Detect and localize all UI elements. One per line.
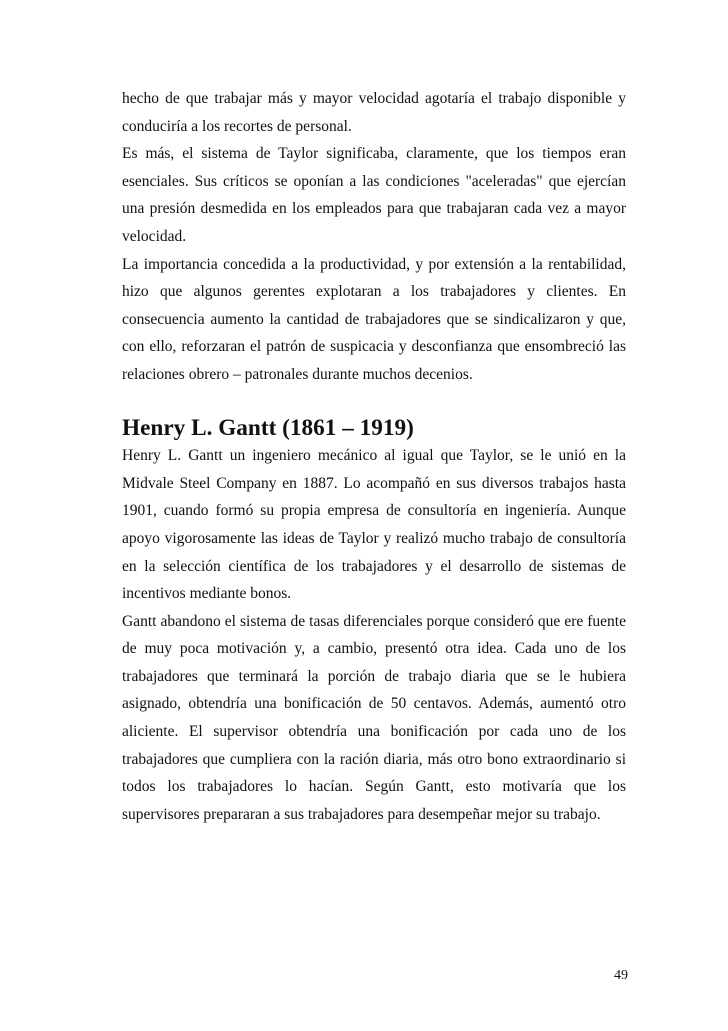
- paragraph-gantt-bonus-system: Gantt abandono el sistema de tasas diferenciales porque consideró que ere fuente de muy poca motivación y, a cambio, presentó otra idea. Cada uno de los trabajadores que terminará la porción de trabajo diaria que se le hubiera asignado, obtendría una bonificación de 50 centavos. Además, aumentó otro aliciente. El supervisor obtendría una bonificación por cada uno de los trabajadores que cumpliera con la ración diaria, más otro bono extraordinario si todos los trabajadores lo hacían. Según Gantt, esto motivaría que los supervisores prepararan a sus trabajadores para desempeñar mejor su trabajo.: [122, 612, 626, 823]
- paragraph-taylor-system-critics: Es más, el sistema de Taylor significaba, claramente, que los tiempos eran esenciales. Sus críticos se oponían a las condiciones "aceleradas" que ejercían una presión desmedida en los empleados para que trabajaran cada vez a mayor velocidad.: [122, 145, 626, 245]
- page-number: 49: [614, 968, 628, 983]
- paragraph-speed-exhaustion: hecho de que trabajar más y mayor velocidad agotaría el trabajo disponible y conduciría a los recortes de personal.: [122, 90, 626, 135]
- paragraph-gantt-biography: Henry L. Gantt un ingeniero mecánico al igual que Taylor, se le unió en la Midvale Steel Company en 1887. Lo acompañó en sus diversos trabajos hasta 1901, cuando formó su propia empresa de consultoría en ingeniería. Aunque apoyo vigorosamente las ideas de Taylor y realizó mucho trabajo de consultoría en la selección científica de los trabajadores y el desarrollo de sistemas de incentivos mediante bonos.: [122, 447, 626, 603]
- paragraph-productivity-unions: La importancia concedida a la productividad, y por extensión a la rentabilidad, hizo que algunos gerentes explotaran a los trabajadores y clientes. En consecuencia aumento la cantidad de trabajadores que se sindicalizaron y que, con ello, reforzaran el patrón de suspicacia y desconfianza que ensombreció las relaciones obrero – patronales durante muchos decenios.: [122, 255, 626, 383]
- section-heading-gantt: Henry L. Gantt (1861 – 1919): [122, 414, 414, 441]
- document-body: [122, 85, 626, 828]
- section-spacer: [122, 389, 626, 415]
